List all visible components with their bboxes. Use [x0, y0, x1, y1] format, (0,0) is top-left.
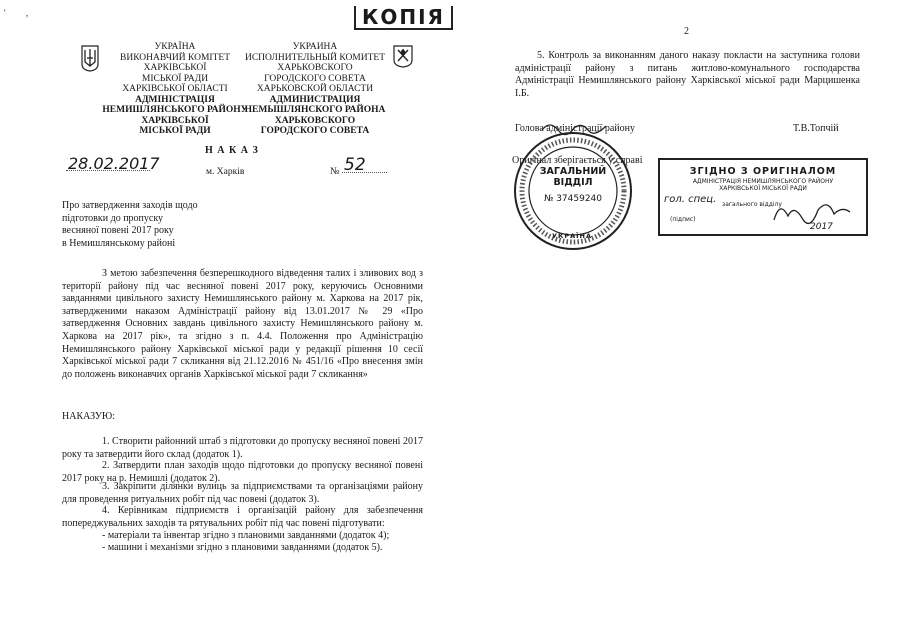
original-kept-note: Оригінал зберігається у справі: [512, 155, 643, 166]
order-item-3: 3. Закріпити ділянки вулиць за підприємствами та організаціями району для проведення ритуальних робіт під час повені (додаток 3).: [62, 481, 423, 505]
signer-title: Голова адміністрації району: [515, 123, 635, 134]
date-underline: [66, 170, 150, 171]
corner-marks: ' ,: [4, 8, 29, 18]
handwritten-number: 52: [344, 155, 366, 175]
city-emblem-icon: [392, 44, 414, 68]
copy-stamp: КОПІЯ: [354, 6, 453, 30]
order-word: НАКАЗУЮ:: [62, 411, 115, 422]
preamble-paragraph: З метою забезпечення безперешкодного відведення талих і зливових вод з території району під час весняної повені 2017 року, керуючись Основними завданнями цивільного захисту Немишлянського району м. Харкова на 2017 рік, затвердженими наказом Адміністрації району від 13.01.2017 № 29 «Про затвердження Основних завдань цивільного захисту Немишлянського району м. Харкова на 2017 рік», та згідно з п. 4.4. Положення про Адміністрацію Немишлянського району Харківської міської ради у редакції рішення 10 сесії Харківської міської ради 7 скликання від 21.12.2016 № 451/16 «Про внесення змін до положень виконавчих органів Харківської міської ради 7 скликання»: [62, 268, 423, 380]
order-item-2: 2. Затвердити план заходів щодо підготовки до пропуску весняної повені 2017 року на р. Немишлі (додаток 2).: [62, 460, 423, 484]
trident-emblem-icon: [80, 44, 100, 72]
order-item-1: 1. Створити районний штаб з підготовки до пропуску весняної повені 2017 року та затвердити його склад (додаток 1).: [62, 436, 423, 460]
certified-copy-stamp: ЗГІДНО З ОРИГІНАЛОМ АДМІНІСТРАЦІЯ НЕМИШЛЯНСЬКОГО РАЙОНУ ХАРКІВСЬКОЇ МІСЬКОЇ РАДИ гол. спец. загального відділу (підпис) 2017: [658, 158, 868, 236]
number-underline: [342, 172, 387, 173]
document-type: Н А К А З: [205, 145, 259, 156]
signer-name: Т.В.Топчій: [793, 123, 839, 134]
header-left: УКРАЇНА ВИКОНАВЧИЙ КОМІТЕТ ХАРКІВСЬКОЇ МІСЬКОЇ РАДИ ХАРКІВСЬКОЇ ОБЛАСТІ АДМІНІСТРАЦІЯ НЕМИШЛЯНСЬКОГО РАЙОНУ ХАРКІВСЬКОЇ МІСЬКОЇ РАДИ: [102, 42, 248, 136]
order-subitem-2: - машини і механізми згідно з плановими завданнями (додаток 5).: [102, 542, 383, 553]
round-stamp-ring-text: УКРАЇНА: [552, 232, 593, 240]
round-stamp-center: ЗАГАЛЬНИЙ ВІДДІЛ № 37459240: [539, 166, 607, 204]
page-number: 2: [684, 26, 689, 37]
order-subject: Про затвердження заходів щодо підготовки до пропуску весняної повені 2017 року в Немишлянському районі: [62, 200, 198, 249]
city-label: м. Харків: [206, 167, 245, 177]
stamp-signature-scribble: [772, 196, 852, 226]
number-label: №: [330, 166, 340, 177]
order-subitem-1: - матеріали та інвентар згідно з плановими завданнями (додаток 4);: [102, 530, 390, 541]
order-item-5: 5. Контроль за виконанням даного наказу покласти на заступника голови адміністрації району з питань житлово-комунального господарства Адміністрації Немишлянського району Харківської міської ради Марцишенка І.Б.: [515, 50, 860, 99]
order-item-4: 4. Керівникам підприємств і організацій району для забезпечення попереджувальних заходів та рятувальних робіт під час повені підготувати:: [62, 505, 423, 529]
header-right: УКРАИНА ИСПОЛНИТЕЛЬНЫЙ КОМИТЕТ ХАРЬКОВСКОГО ГОРОДСКОГО СОВЕТА ХАРЬКОВСКОЙ ОБЛАСТИ АДМИНИСТРАЦИЯ НЕМЫШЛЯНСКОГО РАЙОНА ХАРЬКОВСКОГО ГОРОДСКОГО СОВЕТА: [244, 42, 386, 136]
handwritten-date: 28.02.2017: [68, 154, 160, 173]
